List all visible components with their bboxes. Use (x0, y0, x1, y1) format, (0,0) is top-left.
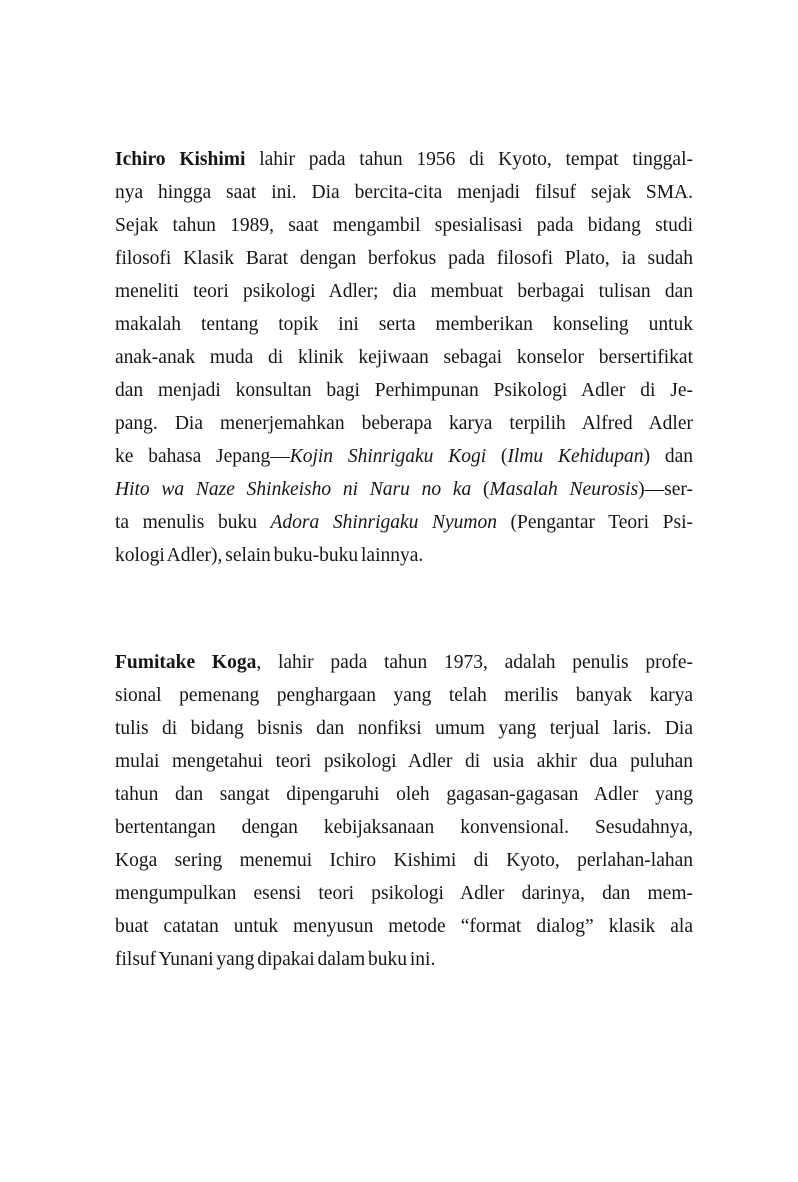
text-run: Sejak tahun 1989, saat mengambil spesialisasi pada bidang studi (115, 215, 693, 236)
text-run: )—ser- (638, 479, 694, 500)
text-run: Masalah Neurosis (489, 479, 639, 500)
text-line (115, 745, 693, 778)
text-line (115, 778, 693, 811)
text-line (115, 712, 693, 745)
text-run: filsuf Yunani yang dipakai dalam buku ini. (115, 949, 436, 970)
text-run: kologi Adler), selain buku-buku lainnya. (115, 545, 424, 566)
text-line (115, 506, 693, 539)
text-run: sional pemenang penghargaan yang telah merilis banyak karya (115, 685, 693, 706)
text-run: bertentangan dengan kebijaksanaan konvensional. Sesudahnya, (115, 817, 693, 838)
text-run: ) dan (643, 446, 694, 467)
text-line (115, 275, 693, 308)
text-run: (Pengantar Teori Psi- (496, 512, 693, 533)
text-line (115, 943, 693, 976)
text-run: Hito wa Naze Shinkeisho ni Naru no ka (115, 479, 472, 500)
text-line (115, 539, 693, 572)
author-bios-text-block (115, 143, 693, 976)
text-run: buat catatan untuk menyusun metode “format dialog” klasik ala (115, 916, 693, 937)
text-line (115, 811, 693, 844)
text-line (115, 877, 693, 910)
text-line (115, 374, 693, 407)
text-run: mulai mengetahui teori psikologi Adler di usia akhir dua puluhan (115, 751, 693, 772)
text-run: tulis di bidang bisnis dan nonfiksi umum yang terjual laris. Dia (115, 718, 693, 739)
text-line (115, 209, 693, 242)
text-run: nya hingga saat ini. Dia bercita-cita menjadi filsuf sejak SMA. (115, 182, 693, 203)
text-run: dan menjadi konsultan bagi Perhimpunan Psikologi Adler di Je- (115, 380, 693, 401)
text-run: meneliti teori psikologi Adler; dia membuat berbagai tulisan dan (115, 281, 693, 302)
paragraph-fumitake-koga-bio (115, 646, 693, 976)
text-line (115, 679, 693, 712)
text-line (115, 407, 693, 440)
text-run: tahun dan sangat dipengaruhi oleh gagasan-gagasan Adler yang (115, 784, 693, 805)
text-run: makalah tentang topik ini serta memberikan konseling untuk (115, 314, 693, 335)
text-run: pang. Dia menerjemahkan beberapa karya terpilih Alfred Adler (115, 413, 693, 434)
text-run: filosofi Klasik Barat dengan berfokus pada filosofi Plato, ia sudah (115, 248, 693, 269)
text-run: Ichiro Kishimi (115, 149, 246, 170)
text-run: mengumpulkan esensi teori psikologi Adler darinya, dan mem- (115, 883, 693, 904)
text-line (115, 242, 693, 275)
text-run: Ilmu Kehidupan (507, 446, 644, 467)
text-line (115, 308, 693, 341)
text-run: Adora Shinrigaku Nyumon (270, 512, 497, 533)
text-line (115, 176, 693, 209)
text-run: Kojin Shinrigaku Kogi (289, 446, 487, 467)
text-line (115, 844, 693, 877)
text-line (115, 440, 693, 473)
text-run: , lahir pada tahun 1973, adalah penulis profe- (256, 652, 693, 673)
text-run: Fumitake Koga (115, 652, 257, 673)
text-run: ( (486, 446, 508, 467)
text-run: Koga sering menemui Ichiro Kishimi di Kyoto, perlahan-lahan (115, 850, 693, 871)
text-run: anak-anak muda di klinik kejiwaan sebagai konselor bersertifikat (115, 347, 693, 368)
paragraph-ichiro-kishimi-bio (115, 143, 693, 572)
text-line (115, 473, 693, 506)
text-run: ( (471, 479, 490, 500)
text-run: ke bahasa Jepang— (115, 446, 290, 467)
text-line (115, 341, 693, 374)
text-line (115, 646, 693, 679)
text-run: ta menulis buku (115, 512, 271, 533)
text-line (115, 143, 693, 176)
text-line (115, 910, 693, 943)
text-run: lahir pada tahun 1956 di Kyoto, tempat tinggal- (245, 149, 693, 170)
